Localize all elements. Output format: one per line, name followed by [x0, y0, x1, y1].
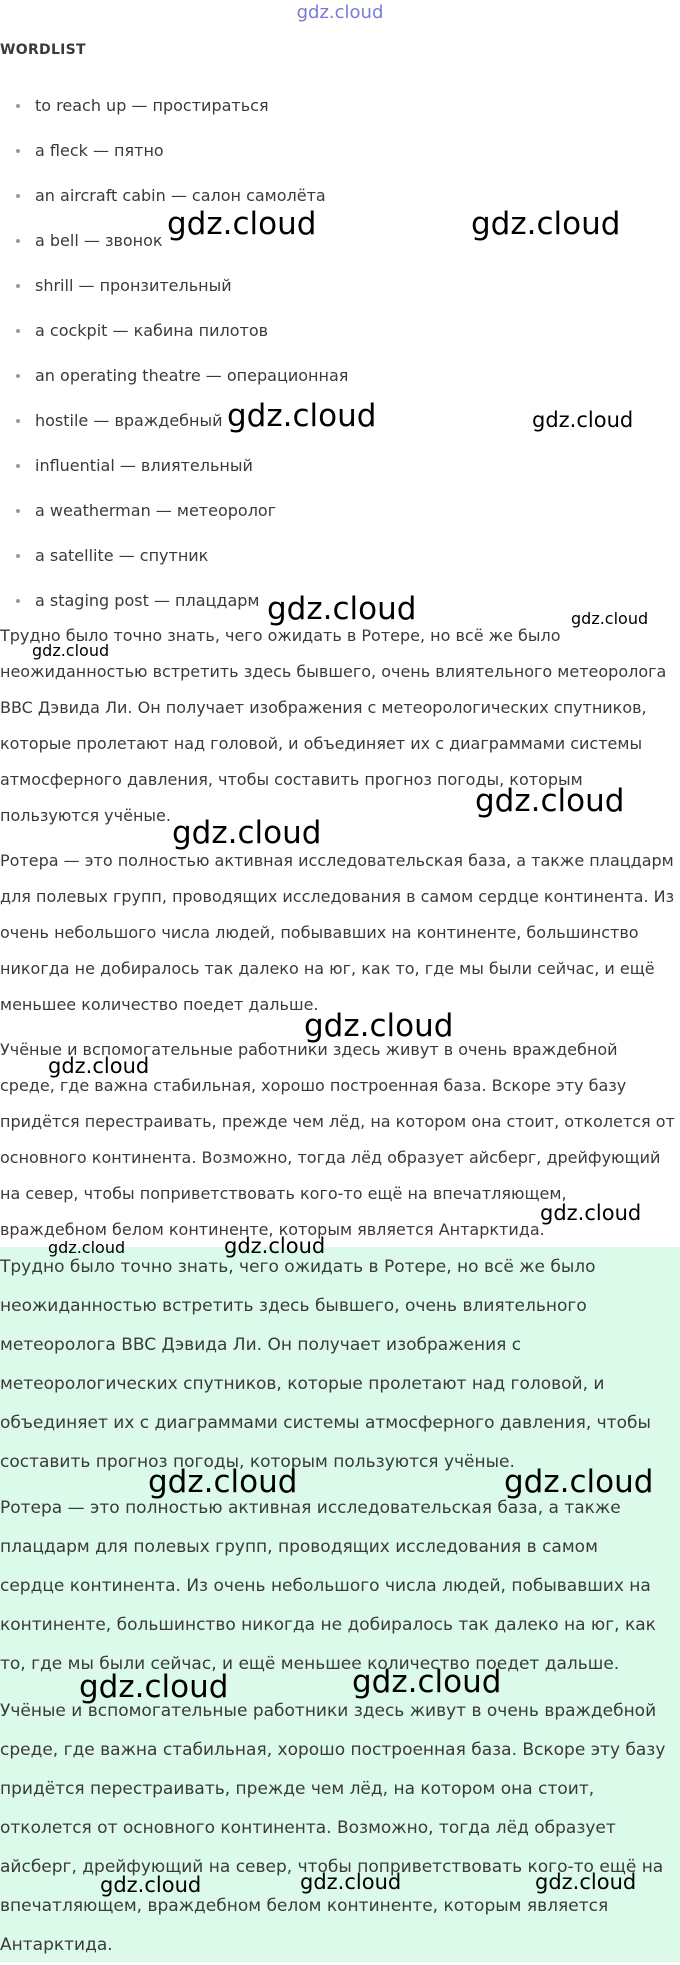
text-line: неожиданностью встретить здесь бывшего, очень влиятельного метеоролога	[0, 662, 667, 681]
wordlist-title: WORDLIST	[0, 42, 86, 58]
text-line: которые пролетают над головой, и объединяет их с диаграммами системы	[0, 734, 643, 753]
wordlist-item-text: influential — влиятельный	[35, 456, 253, 475]
text-line: впечатляющем, враждебном белом континенте, которым является	[0, 1896, 609, 1916]
bullet-icon	[16, 149, 20, 153]
answer-paragraph	[0, 1692, 665, 1965]
watermark: gdz.cloud	[172, 815, 322, 851]
watermark: gdz.cloud	[352, 1664, 502, 1700]
wordlist	[0, 88, 348, 628]
watermark: gdz.cloud	[571, 609, 649, 628]
watermark: gdz.cloud	[504, 1464, 654, 1500]
answer-paragraph	[0, 1248, 651, 1482]
text-line: придётся перестраивать, прежде чем лёд, на котором она стоит, отколется от	[0, 1112, 675, 1131]
text-line: Трудно было точно знать, чего ожидать в Ротере, но всё же было	[0, 1257, 596, 1277]
text-line: метеорологических спутников, которые пролетают над головой, и	[0, 1374, 605, 1394]
text-line: среде, где важна стабильная, хорошо построенная база. Вскоре эту базу	[0, 1740, 666, 1760]
wordlist-item	[0, 358, 348, 403]
wordlist-item	[0, 538, 348, 583]
text-line: атмосферного давления, чтобы составить прогноз погоды, которым	[0, 770, 583, 789]
watermark: gdz.cloud	[300, 1870, 402, 1894]
text-line: метеоролога BBC Дэвида Ли. Он получает изображения с	[0, 1335, 522, 1355]
wordlist-item-text: a satellite — спутник	[35, 546, 209, 565]
wordlist-item-text: a cockpit — кабина пилотов	[35, 321, 269, 340]
text-line: очень небольшого числа людей, побывавших на континенте, большинство	[0, 923, 639, 942]
text-line: неожиданностью встретить здесь бывшего, очень влиятельного	[0, 1296, 587, 1316]
text-line: Учёные и вспомогательные работники здесь живут в очень враждебной	[0, 1701, 657, 1721]
text-line: основного континента. Возможно, тогда лёд образует айсберг, дрейфующий	[0, 1148, 661, 1167]
text-line: на север, чтобы поприветствовать кого-то ещё на впечатляющем,	[0, 1184, 567, 1203]
site-logo[interactable]: gdz.cloud	[296, 2, 384, 23]
bullet-icon	[16, 374, 20, 378]
watermark: gdz.cloud	[471, 206, 621, 242]
bullet-icon	[16, 509, 20, 513]
wordlist-item	[0, 88, 348, 133]
text-line: континенте, большинство никогда не добиралось так далеко на юг, как	[0, 1615, 656, 1635]
bullet-icon	[16, 554, 20, 558]
watermark: gdz.cloud	[48, 1054, 150, 1078]
text-line: плацдарм для полевых групп, проводящих исследования в самом	[0, 1537, 598, 1557]
watermark: gdz.cloud	[535, 1870, 637, 1894]
watermark: gdz.cloud	[32, 641, 110, 660]
text-line: то, где мы были сейчас, и ещё меньшее количество поедет дальше.	[0, 1654, 620, 1674]
wordlist-item-text: shrill — пронзительный	[35, 276, 232, 295]
bullet-icon	[16, 329, 20, 333]
text-line: Учёные и вспомогательные работники здесь живут в очень враждебной	[0, 1040, 618, 1059]
text-line: Трудно было точно знать, чего ожидать в Ротере, но всё же было	[0, 626, 561, 645]
watermark: gdz.cloud	[224, 1234, 326, 1258]
wordlist-item-text: a fleck — пятно	[35, 141, 164, 160]
wordlist-item-text: a weatherman — метеоролог	[35, 501, 277, 520]
text-line: BBC Дэвида Ли. Он получает изображения с метеорологических спутников,	[0, 698, 647, 717]
watermark: gdz.cloud	[167, 206, 317, 242]
text-line: меньшее количество поедет дальше.	[0, 995, 319, 1014]
text-line: Ротера — это полностью активная исследовательская база, а также плацдарм	[0, 851, 674, 870]
wordlist-item-text: hostile — враждебный	[35, 411, 223, 430]
wordlist-item	[0, 448, 348, 493]
bullet-icon	[16, 599, 20, 603]
wordlist-item	[0, 268, 348, 313]
text-line: Антарктида.	[0, 1935, 113, 1955]
answer-paragraph	[0, 1489, 656, 1684]
text-line: сердце континента. Из очень небольшого числа людей, побывавших на	[0, 1576, 651, 1596]
watermark: gdz.cloud	[267, 591, 417, 627]
watermark: gdz.cloud	[475, 783, 625, 819]
wordlist-item-text: an aircraft cabin — салон самолёта	[35, 186, 326, 205]
bullet-icon	[16, 284, 20, 288]
text-line: объединяет их с диаграммами системы атмосферного давления, чтобы	[0, 1413, 651, 1433]
wordlist-item-text: an operating theatre — операционная	[35, 366, 349, 385]
wordlist-item-text: to reach up — простираться	[35, 96, 269, 115]
bullet-icon	[16, 419, 20, 423]
wordlist-item	[0, 133, 348, 178]
wordlist-item-text: a staging post — плацдарм	[35, 591, 260, 610]
watermark: gdz.cloud	[532, 408, 634, 432]
watermark: gdz.cloud	[227, 398, 377, 434]
bullet-icon	[16, 464, 20, 468]
watermark: gdz.cloud	[100, 1873, 202, 1897]
watermark: gdz.cloud	[79, 1669, 229, 1705]
bullet-icon	[16, 104, 20, 108]
bullet-icon	[16, 194, 20, 198]
text-line: враждебном белом континенте, которым является Антарктида.	[0, 1220, 545, 1239]
text-line: придётся перестраивать, прежде чем лёд, на котором она стоит,	[0, 1779, 595, 1799]
watermark: gdz.cloud	[48, 1238, 126, 1257]
text-line: отколется от основного континента. Возможно, тогда лёд образует	[0, 1818, 616, 1838]
text-line: составить прогноз погоды, которым пользуются учёные.	[0, 1452, 515, 1472]
text-line: никогда не добиралось так далеко на юг, как то, где мы были сейчас, и ещё	[0, 959, 655, 978]
wordlist-item	[0, 313, 348, 358]
text-line: айсберг, дрейфующий на север, чтобы поприветствовать кого-то ещё на	[0, 1857, 664, 1877]
text-line: среде, где важна стабильная, хорошо построенная база. Вскоре эту базу	[0, 1076, 627, 1095]
wordlist-item-text: a bell — звонок	[35, 231, 163, 250]
text-line: пользуются учёные.	[0, 806, 171, 825]
watermark: gdz.cloud	[148, 1464, 298, 1500]
bullet-icon	[16, 239, 20, 243]
text-line: Ротера — это полностью активная исследовательская база, а также	[0, 1498, 621, 1518]
watermark: gdz.cloud	[304, 1008, 454, 1044]
wordlist-item	[0, 493, 348, 538]
watermark: gdz.cloud	[540, 1201, 642, 1225]
text-line: для полевых групп, проводящих исследования в самом сердце континента. Из	[0, 887, 675, 906]
translation-paragraph	[0, 843, 674, 1023]
